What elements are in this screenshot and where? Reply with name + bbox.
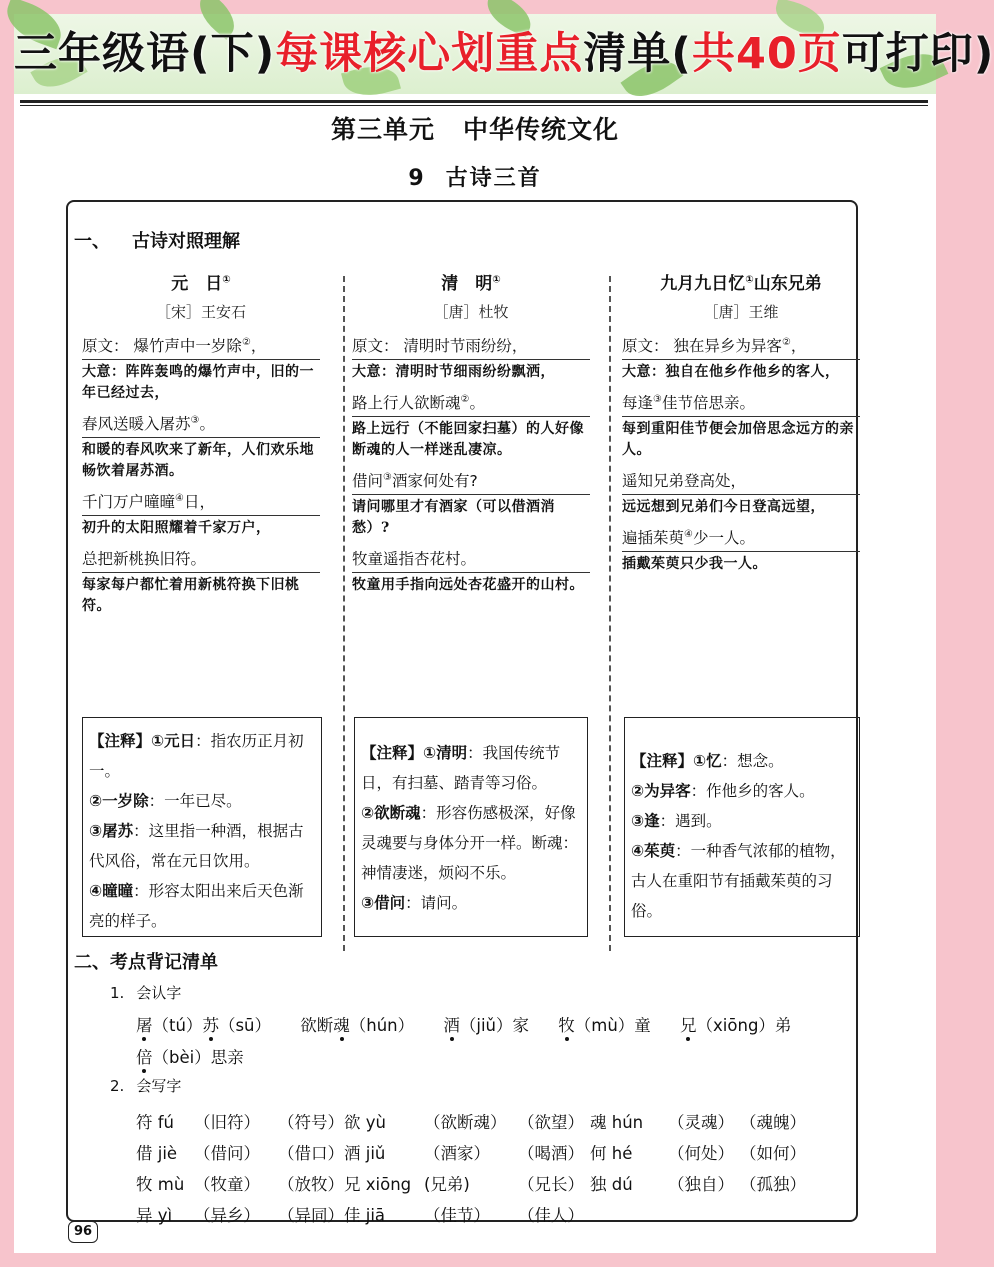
column-divider xyxy=(343,276,345,951)
meaning-line: 请问哪里才有酒家（可以借酒消愁）? xyxy=(352,499,555,536)
unit-title: 第三单元 中华传统文化 xyxy=(330,115,620,144)
poem-author: ［唐］杜牧 xyxy=(433,303,509,321)
meaning-line: 插戴茱萸只少我一人。 xyxy=(622,556,767,572)
annotation-box: 【注释】①忆：想念。 ②为异客：作他乡的客人。 ③逢：遇到。 ④茱萸：一种香气浓郁的植物，古人在重阳节有插戴茱萸的习俗。 xyxy=(624,717,860,937)
table-row: 借 jiè （借问） （借口） 酒 jiǔ （酒家） （喝酒） 何 hé （何处） （如何） xyxy=(136,1143,806,1163)
original-line: 遥知兄弟登高处， xyxy=(622,469,860,495)
poem-title: 元 日① xyxy=(171,274,231,294)
meaning-line: 路上远行（不能回家扫墓）的人好像断魂的人一样迷乱凄凉。 xyxy=(352,421,584,458)
subsection-label: 1. 会认字 xyxy=(110,984,182,1002)
divider xyxy=(20,100,928,103)
table-row: 符 fú （旧符） （符号） 欲 yù （欲断魂） （欲望） 魂 hún （灵魂） （魂魄） xyxy=(136,1112,806,1132)
recognize-item: 欲断魂（hún） xyxy=(300,1016,415,1035)
recognize-item: 牧（mù）童 xyxy=(558,1016,651,1035)
original-line: 春风送暖入屠苏③。 xyxy=(82,412,320,438)
meaning-line: 远远想到兄弟们今日登高远望， xyxy=(622,499,825,515)
original-line: 牧童遥指杏花村。 xyxy=(352,547,590,573)
original-line: 原文： 爆竹声中一岁除②， xyxy=(82,334,320,360)
column-divider xyxy=(609,276,611,951)
meaning-line: 牧童用手指向远处杏花盛开的山村。 xyxy=(352,577,584,593)
original-line: 遍插茱萸④少一人。 xyxy=(622,526,860,552)
annotation-box: 【注释】①元日：指农历正月初一。 ②一岁除：一年已尽。 ③屠苏：这里指一种酒，根据古代风俗，常在元日饮用。 ④曈曈：形容太阳出来后天色渐亮的样子。 xyxy=(82,717,322,937)
page-number: 96 xyxy=(68,1221,98,1243)
original-line: 千门万户曈曈④日， xyxy=(82,490,320,516)
poem-column xyxy=(82,270,320,617)
poem-author: ［唐］王维 xyxy=(703,303,779,321)
lesson-title: 9 古诗三首 xyxy=(408,166,542,191)
poem-title: 清 明① xyxy=(441,274,501,294)
original-line: 原文： 独在异乡为异客②， xyxy=(622,334,860,360)
meaning-line: 每家每户都忙着用新桃符换下旧桃符。 xyxy=(82,577,300,614)
title-banner xyxy=(14,14,994,94)
original-line: 原文： 清明时节雨纷纷， xyxy=(352,334,590,360)
poem-title: 九月九日忆①山东兄弟 xyxy=(660,274,822,294)
meaning-line: 每到重阳佳节便会加倍思念远方的亲人。 xyxy=(622,421,854,458)
meaning-line: 大意：独自在他乡作他乡的客人， xyxy=(622,364,840,380)
page xyxy=(14,14,994,1253)
recognize-row xyxy=(136,1044,268,1068)
meaning-line: 大意：清明时节细雨纷纷飘洒， xyxy=(352,364,555,380)
subsection-label: 2. 会写字 xyxy=(110,1077,182,1095)
poem-column xyxy=(622,270,860,575)
recognize-item: 屠（tú）苏（sū） xyxy=(136,1016,271,1035)
section-heading: 一、 古诗对照理解 xyxy=(74,231,240,252)
poem-column xyxy=(352,270,590,596)
original-line: 每逢③佳节倍思亲。 xyxy=(622,391,860,417)
banner-title: 三年级语(下)每课核心划重点清单(共40页可打印) xyxy=(14,29,994,79)
recognize-item: 酒（jiǔ）家 xyxy=(443,1016,530,1035)
write-table xyxy=(136,1105,806,1229)
original-line: 总把新桃换旧符。 xyxy=(82,547,320,573)
original-line: 借问③酒家何处有? xyxy=(352,469,590,495)
annotation-box: 【注释】①清明：我国传统节日，有扫墓、踏青等习俗。 ②欲断魂：形容伤感极深，好像灵魂要与身体分开一样。断魂：神情凄迷，烦闷不乐。 ③借问：请问。 xyxy=(354,717,588,937)
recognize-item: 倍（bèi）思亲 xyxy=(136,1048,244,1067)
poem-author: ［宋］王安石 xyxy=(155,303,246,321)
divider xyxy=(20,105,928,106)
section-heading: 二、考点背记清单 xyxy=(74,952,218,973)
recognize-row xyxy=(136,1012,815,1036)
table-row: 牧 mù （牧童） （放牧） 兄 xiōng (兄弟) （兄长） 独 dú （独自） （孤独） xyxy=(136,1174,806,1194)
meaning-line: 初升的太阳照耀着千家万户， xyxy=(82,520,271,536)
table-row: 异 yì （异乡） （异同） 佳 jiā （佳节） （佳人） xyxy=(136,1205,584,1225)
meaning-line: 大意：阵阵轰鸣的爆竹声中，旧的一年已经过去， xyxy=(82,364,314,401)
meaning-line: 和暖的春风吹来了新年，人们欢乐地畅饮着屠苏酒。 xyxy=(82,442,314,479)
recognize-item: 兄（xiōng）弟 xyxy=(680,1016,792,1035)
original-line: 路上行人欲断魂②。 xyxy=(352,391,590,417)
